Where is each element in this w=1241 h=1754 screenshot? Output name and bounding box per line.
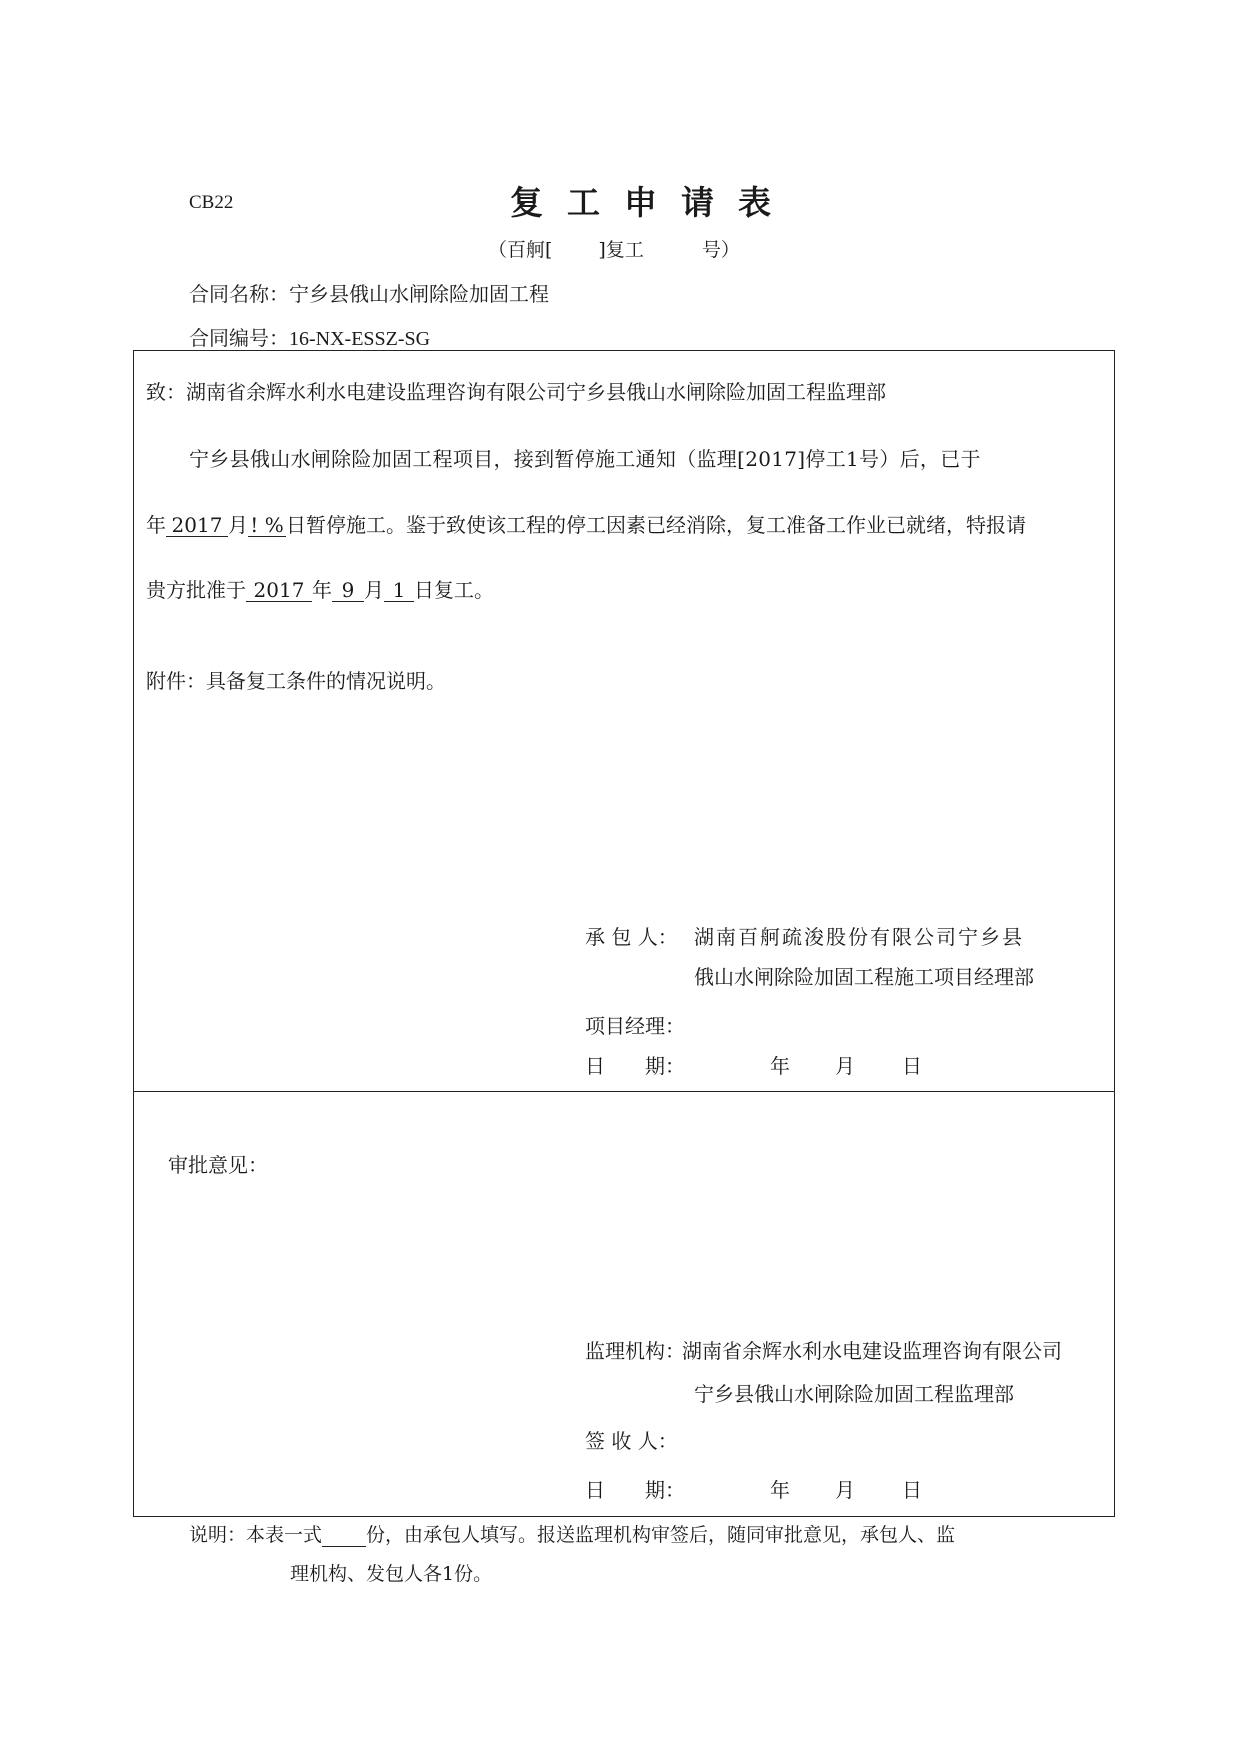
- resume-year: 2017: [246, 579, 312, 602]
- contractor-line-2: 俄山水闸除险加固工程施工项目经理部: [694, 965, 1034, 989]
- approval-date-year: 年: [770, 1478, 790, 1502]
- request-paragraph-line-1: 宁乡县俄山水闸除险加固工程项目，接到暂停施工通知（监理[2017]停工1号）后，已于: [189, 447, 981, 471]
- form-code: CB22: [189, 192, 234, 213]
- contractor-label: 承 包 人：: [585, 925, 678, 949]
- contract-name-label: 合同名称：: [189, 282, 289, 306]
- contract-name-value: 宁乡县俄山水闸除险加固工程: [289, 282, 549, 306]
- form-number-suffix: 号）: [701, 239, 740, 261]
- resume-day: 1: [384, 579, 414, 602]
- text: 日复工。: [414, 578, 494, 602]
- attachment-note: 附件：具备复工条件的情况说明。: [146, 669, 446, 693]
- contractor-date-month: 月: [835, 1054, 855, 1078]
- contract-name: [189, 278, 549, 307]
- supervisor-line-1: 湖南省余辉水利水电建设监理咨询有限公司: [682, 1339, 1062, 1363]
- footer-note-line-2: 理机构、发包人各1份。: [290, 1563, 493, 1585]
- approval-date-day: 日: [902, 1478, 922, 1502]
- request-paragraph-line-3: [146, 574, 494, 603]
- receiver-label: 签 收 人：: [585, 1429, 678, 1453]
- contractor-date-day: 日: [902, 1054, 922, 1078]
- supervisor-label: 监理机构：: [585, 1339, 685, 1363]
- request-paragraph-line-2: [146, 509, 1026, 538]
- contract-number-label: 合同编号：: [189, 326, 289, 350]
- page-title: 复工申请表: [510, 183, 795, 222]
- supervisor-line-2: 宁乡县俄山水闸除险加固工程监理部: [694, 1382, 1014, 1406]
- text: 说明：本表一式: [189, 1524, 323, 1546]
- form-number: [488, 235, 740, 262]
- text: 月: [364, 578, 384, 602]
- footer-note-line-1: [189, 1520, 955, 1547]
- approval-opinion-label: 审批意见：: [168, 1153, 268, 1177]
- contract-number-value: 16-NX-ESSZ-SG: [289, 328, 431, 350]
- contract-number: [189, 322, 430, 351]
- text: 年: [146, 513, 166, 537]
- approval-date-label: 日 期：: [585, 1478, 685, 1502]
- stop-year: 2017: [166, 514, 228, 537]
- contractor-date-label: 日 期：: [585, 1054, 685, 1078]
- approval-date-month: 月: [835, 1478, 855, 1502]
- contractor-line-1: 湖南百舸疏浚股份有限公司宁乡县: [694, 925, 1024, 949]
- section-divider: [133, 1091, 1115, 1092]
- text: 年: [312, 578, 332, 602]
- text: 贵方批准于: [146, 578, 246, 602]
- text: 日暂停施工。鉴于致使该工程的停工因素已经消除，复工准备工作业已就绪，特报请: [286, 513, 1026, 537]
- stop-date: ! %: [248, 514, 286, 537]
- form-number-prefix: （百舸[: [488, 239, 553, 261]
- text: 份，由承包人填写。报送监理机构审签后，随同审批意见，承包人、监: [366, 1524, 956, 1546]
- addressee-line: 致：湖南省余辉水利水电建设监理咨询有限公司宁乡县俄山水闸除险加固工程监理部: [146, 380, 886, 404]
- resume-month: 9: [332, 579, 364, 602]
- project-manager-label: 项目经理：: [585, 1014, 685, 1038]
- form-number-mid: ]复工: [598, 239, 644, 261]
- text: 月: [228, 513, 248, 537]
- contractor-date-year: 年: [770, 1054, 790, 1078]
